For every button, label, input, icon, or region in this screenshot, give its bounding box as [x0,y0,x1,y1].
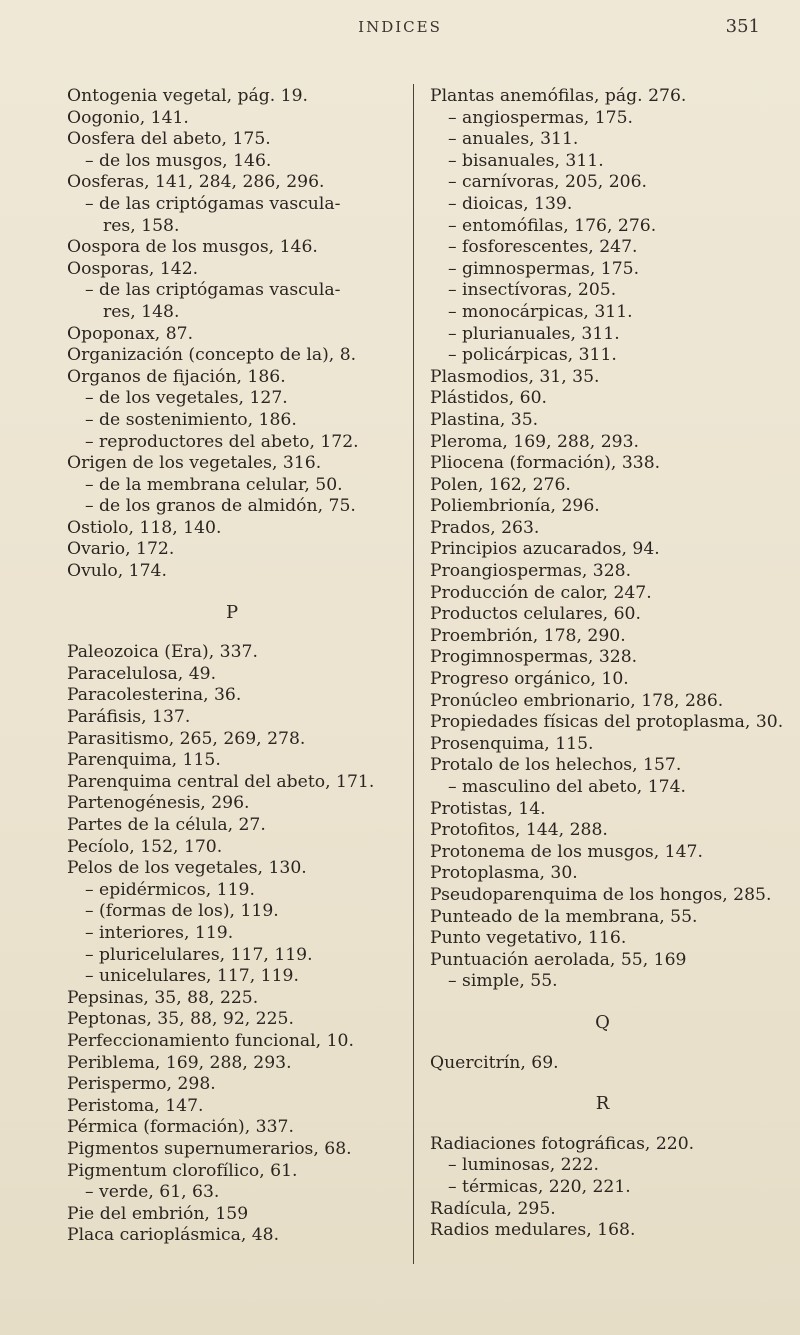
index-subentry: – interiores, 119. [85,922,234,943]
index-entry: Parasitismo, 265, 269, 278. [67,728,306,749]
index-subentry: – masculino del abeto, 174. [448,777,686,797]
index-entry: Radios medulares, 168. [430,1220,636,1241]
index-entry: Propiedades físicas del protoplasma, 30. [430,712,784,733]
index-entry: Peptonas, 35, 88, 92, 225. [67,1009,294,1030]
index-entry: Ostiolo, 118, 140. [67,517,222,538]
index-column-right [430,86,784,1242]
index-entry: Parenquima, 115. [67,750,221,771]
index-subentry: – de los vegetales, 127. [85,388,288,409]
index-entry: Pigmentos supernumerarios, 68. [67,1138,352,1159]
index-entry: Radícula, 295. [430,1198,556,1219]
index-subentry: – gimnospermas, 175. [448,258,640,279]
index-entry: Producción de calor, 247. [430,582,652,603]
index-entry: Pepsinas, 35, 88, 225. [67,987,259,1008]
index-entry: Partenogénesis, 296. [67,793,250,814]
index-entry: Ovulo, 174. [67,561,167,582]
index-entry: Ovario, 172. [67,539,175,560]
index-entry: Proembrión, 178, 290. [430,625,626,646]
index-entry: Oosferas, 141, 284, 286, 296. [67,172,325,193]
index-subentry: – de la membrana celular, 50. [85,474,343,495]
index-subentry: – reproductores del abeto, 172. [85,431,359,452]
index-entry: Plastina, 35. [430,409,539,430]
index-subentry: – de las criptógamas vascula- [85,193,341,214]
section-letter: R [595,1093,610,1115]
index-entry: Organización (concepto de la), 8. [67,345,357,366]
index-entry: Pliocena (formación), 338. [430,453,661,474]
index-subentry: – plurianuales, 311. [448,323,620,344]
index-entry: Perfeccionamiento funcional, 10. [67,1030,354,1051]
index-subentry: – pluricelulares, 117, 119. [85,944,313,965]
index-subentry: – de los granos de almidón, 75. [85,496,356,517]
column-divider [413,84,414,1264]
index-subentry: – unicelulares, 117, 119. [85,966,299,987]
index-entry: Ontogenia vegetal, pág. 19. [67,86,309,106]
index-entry: Poliembrionía, 296. [430,496,600,517]
index-subentry: – policárpicas, 311. [448,345,617,366]
index-entry: Pronúcleo embrionario, 178, 286. [430,690,724,711]
index-entry: Polen, 162, 276. [430,474,571,495]
index-subentry: – epidérmicos, 119. [85,879,255,900]
index-entry: Peristoma, 147. [67,1095,204,1116]
index-subentry: – entomófilas, 176, 276. [448,215,657,236]
index-subentry: – insectívoras, 205. [448,280,617,301]
index-entry: Oospora de los musgos, 146. [67,237,318,258]
index-subentry: – anuales, 311. [448,129,579,150]
index-entry: Paracolesterina, 36. [67,685,242,706]
index-entry: Oosporas, 142. [67,258,199,279]
index-entry: Punteado de la membrana, 55. [430,906,698,927]
index-entry: Oosfera del abeto, 175. [67,129,271,150]
index-entry: Protistas, 14. [430,798,546,819]
index-entry: Protoplasma, 30. [430,863,578,884]
index-subentry: – monocárpicas, 311. [448,301,633,322]
index-entry: Quercitrín, 69. [430,1052,559,1073]
index-entry: Prados, 263. [430,517,540,538]
index-subentry: – de las criptógamas vascula- [85,280,341,301]
index-entry: Progreso orgánico, 10. [430,669,629,690]
section-letter: Q [595,1011,610,1033]
index-entry-continuation: res, 158. [103,215,180,236]
page-number: 351 [725,16,760,37]
index-subentry: – luminosas, 222. [448,1155,599,1176]
index-entry: Placa carioplásmica, 48. [67,1225,280,1246]
index-entry: Organos de fijación, 186. [67,366,286,387]
index-entry: Puntuación aerolada, 55, 169 [430,949,687,970]
section-letter: P [225,601,239,623]
index-entry: Prosenquima, 115. [430,733,594,754]
index-entry: Productos celulares, 60. [430,604,641,625]
index-column-left [67,86,397,1247]
index-entry: Paracelulosa, 49. [67,663,217,684]
index-entry: Proangiospermas, 328. [430,561,632,582]
index-entry: Pigmentum clorofílico, 61. [67,1160,298,1181]
index-entry: Perispermo, 298. [67,1074,216,1095]
index-entry-continuation: res, 148. [103,301,180,322]
index-entry: Protofitos, 144, 288. [430,820,608,841]
index-entry: Parenquima central del abeto, 171. [67,771,375,792]
index-entry: Pie del embrión, 159 [67,1203,249,1224]
index-entry: Opoponax, 87. [67,323,194,344]
index-entry: Principios azucarados, 94. [430,539,660,560]
index-entry: Plástidos, 60. [430,388,547,409]
index-entry: Origen de los vegetales, 316. [67,453,322,474]
index-entry: Pleroma, 169, 288, 293. [430,431,640,452]
index-entry: Paleozoica (Era), 337. [67,642,258,663]
index-entry: Periblema, 169, 288, 293. [67,1052,292,1073]
running-head: INDICES [358,18,442,36]
index-subentry: – angiospermas, 175. [448,107,633,128]
index-entry: Pseudoparenquima de los hongos, 285. [430,884,772,905]
index-entry: Pérmica (formación), 337. [67,1117,294,1138]
index-subentry: – (formas de los), 119. [85,901,279,922]
index-entry: Punto vegetativo, 116. [430,928,627,949]
index-entry: Partes de la célula, 27. [67,815,266,835]
index-entry: Plantas anemófilas, pág. 276. [430,86,687,106]
index-entry: Pelos de los vegetales, 130. [67,858,307,879]
index-entry: Plasmodios, 31, 35. [430,366,600,387]
index-entry: Protonema de los musgos, 147. [430,841,703,862]
index-subentry: – dioicas, 139. [448,193,573,214]
index-subentry: – de sostenimiento, 186. [85,409,297,430]
index-subentry: – térmicas, 220, 221. [448,1176,631,1197]
index-subentry: – carnívoras, 205, 206. [448,172,647,193]
index-entry: Progimnospermas, 328. [430,647,638,668]
index-subentry: – bisanuales, 311. [448,150,604,171]
index-entry: Protalo de los helechos, 157. [430,755,682,776]
index-subentry: – fosforescentes, 247. [448,237,638,258]
index-subentry: – verde, 61, 63. [85,1182,220,1203]
index-entry: Pecíolo, 152, 170. [67,836,223,857]
index-subentry: – de los musgos, 146. [85,150,272,171]
index-entry: Paráfisis, 137. [67,707,191,728]
index-entry: Radiaciones fotográficas, 220. [430,1133,695,1154]
index-subentry: – simple, 55. [448,971,558,992]
index-entry: Oogonio, 141. [67,107,189,128]
